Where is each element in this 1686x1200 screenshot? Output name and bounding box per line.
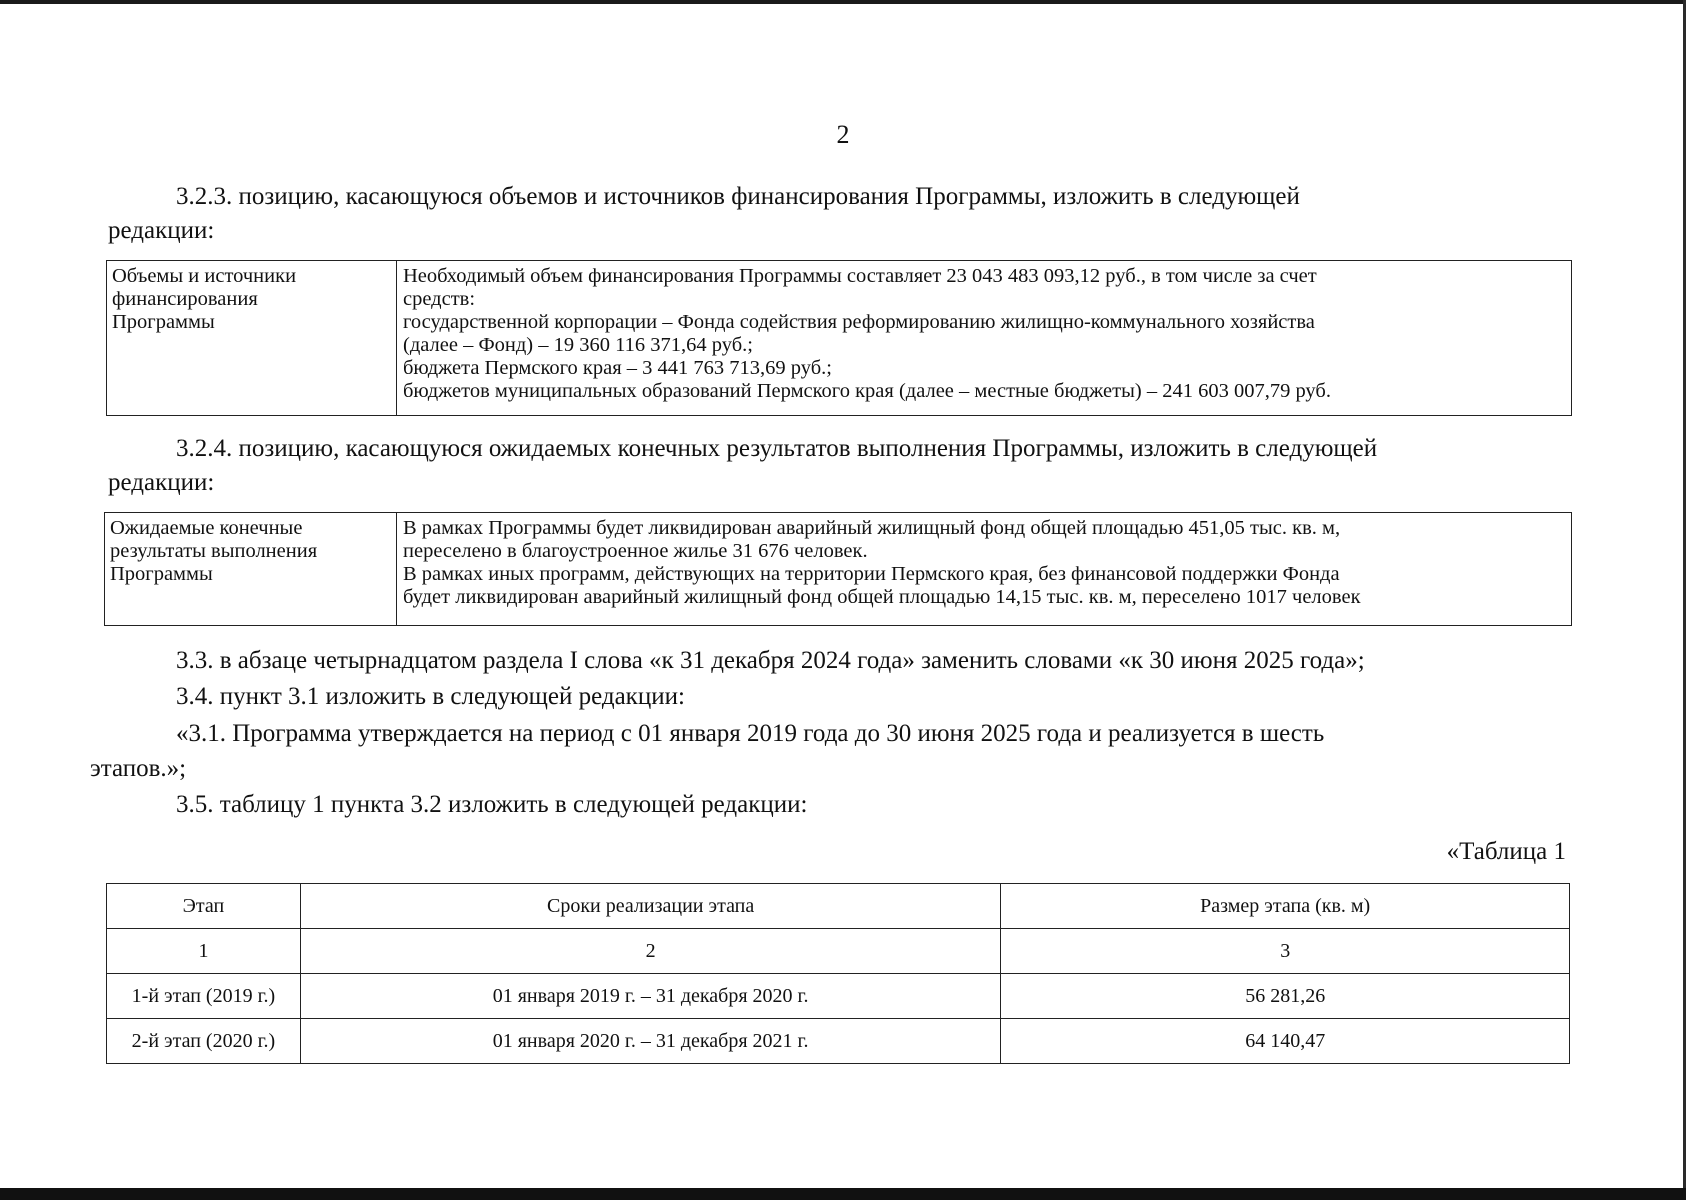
financing-table — [106, 260, 1572, 416]
header-size: Размер этапа (кв. м) — [1001, 884, 1570, 929]
stages-header-row — [107, 884, 1570, 929]
financing-text-line: бюджета Пермского края – 3 441 763 713,69 руб.; — [403, 357, 832, 379]
table-row — [107, 974, 1570, 1019]
paragraph-3-2-4-line2: редакции: — [108, 469, 215, 496]
paragraph-3-2-3-line1 — [108, 180, 1570, 214]
numbering-cell: 2 — [300, 929, 1001, 974]
numbering-cell: 1 — [107, 929, 301, 974]
paragraph-3-4: 3.4. пункт 3.1 изложить в следующей редакции: — [176, 683, 685, 710]
table-row — [107, 1019, 1570, 1064]
scan-bottom-edge — [0, 1188, 1686, 1200]
financing-text-line: средств: — [403, 288, 476, 310]
results-table — [104, 512, 1572, 626]
stages-table — [106, 883, 1570, 1064]
paragraph-3-1-quote-text: «3.1. Программа утверждается на период с 01 января 2019 года до 30 июня 2025 года и реализуется в шесть — [176, 720, 1325, 747]
paragraph-3-2-4-text: 3.2.4. позицию, касающуюся ожидаемых конечных результатов выполнения Программы, изложить в следующей — [176, 435, 1378, 462]
paragraph-3-1-quote-line1 — [90, 717, 1570, 751]
paragraph-3-3: 3.3. в абзаце четырнадцатом раздела I слова «к 31 декабря 2024 года» заменить словами «к 30 июня 2025 года»; — [176, 647, 1365, 674]
results-text-line: В рамках иных программ, действующих на территории Пермского края, без финансовой поддержки Фонда — [403, 563, 1340, 585]
financing-label-line: финансирования — [112, 288, 258, 310]
results-text-line: переселено в благоустроенное жилье 31 676 человек. — [403, 540, 868, 562]
header-stage: Этап — [107, 884, 301, 929]
financing-text-line: Необходимый объем финансирования Программы составляет 23 043 483 093,12 руб., в том числе за счет — [403, 265, 1317, 287]
page-number: 2 — [836, 120, 850, 149]
table-1-caption: «Таблица 1 — [1446, 838, 1566, 865]
stage-cell: 2-й этап (2020 г.) — [107, 1019, 301, 1064]
size-cell: 64 140,47 — [1001, 1019, 1570, 1064]
results-text-line: В рамках Программы будет ликвидирован аварийный жилищный фонд общей площадью 451,05 тыс. кв. м, — [403, 517, 1341, 539]
paragraph-3-2-3-line2: редакции: — [108, 217, 215, 244]
header-period: Сроки реализации этапа — [300, 884, 1001, 929]
financing-label-line: Объемы и источники — [112, 265, 297, 287]
period-cell: 01 января 2019 г. – 31 декабря 2020 г. — [300, 974, 1001, 1019]
paragraph-3-2-4-line1 — [108, 432, 1570, 466]
financing-text-line: государственной корпорации – Фонда содействия реформированию жилищно-коммунального хозяйства — [403, 311, 1315, 333]
stages-numbering-row — [107, 929, 1570, 974]
results-label-cell — [105, 513, 397, 625]
financing-label-cell — [107, 261, 397, 415]
financing-text-line: бюджетов муниципальных образований Пермского края (далее – местные бюджеты) – 241 603 007,79 руб. — [403, 380, 1331, 402]
scan-top-edge — [0, 0, 1686, 4]
results-text-cell — [397, 513, 1571, 625]
results-label-line: Программы — [110, 563, 213, 585]
results-label-line: результаты выполнения — [110, 540, 318, 562]
numbering-cell: 3 — [1001, 929, 1570, 974]
period-cell: 01 января 2020 г. – 31 декабря 2021 г. — [300, 1019, 1001, 1064]
financing-text-cell — [397, 261, 1571, 415]
financing-label-line: Программы — [112, 311, 215, 333]
paragraph-3-1-quote-line2: этапов.»; — [90, 755, 187, 782]
results-text-line: будет ликвидирован аварийный жилищный фонд общей площадью 14,15 тыс. кв. м, переселено 1017 человек — [403, 586, 1361, 608]
paragraph-3-5: 3.5. таблицу 1 пункта 3.2 изложить в следующей редакции: — [176, 791, 808, 818]
financing-text-line: (далее – Фонд) – 19 360 116 371,64 руб.; — [403, 334, 753, 356]
size-cell: 56 281,26 — [1001, 974, 1570, 1019]
stage-cell: 1-й этап (2019 г.) — [107, 974, 301, 1019]
results-label-line: Ожидаемые конечные — [110, 517, 303, 539]
paragraph-3-2-3-text: 3.2.3. позицию, касающуюся объемов и источников финансирования Программы, изложить в следующей — [176, 183, 1300, 210]
